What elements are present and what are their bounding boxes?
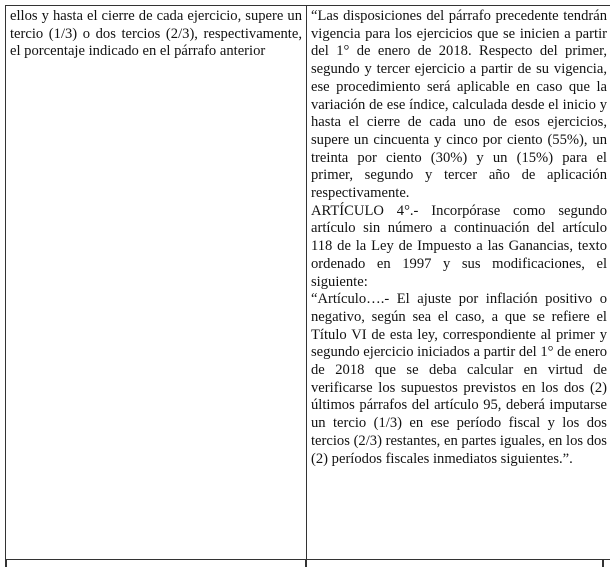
left-column-cell: [6, 6, 307, 560]
table-row: [6, 6, 610, 560]
document-table: [5, 5, 610, 560]
left-column-text: ellos y hasta el cierre de cada ejercicio, supere un tercio (1/3) o dos tercios (2/3), respectivamente, el porcentaje indicado en el párrafo anterior: [10, 8, 302, 60]
right-paragraph-article-text: “Artículo….- El ajuste por inflación positivo o negativo, según sea el caso, a que se refiere el Título VI de esta ley, correspondiente al primer y segundo ejercicio iniciados a partir del 1° de enero de 2018 que se deba calcular en virtud de verificarse los supuestos previstos en los dos (2) últimos párrafos del artículo 95, deberá imputarse un tercio (1/3) en ese período fiscal y los dos tercios (2/3) restantes, en partes iguales, en los dos (2) períodos fiscales inmediatos siguientes.”.: [311, 291, 607, 467]
right-paragraph-1: “Las disposiciones del párrafo precedente tendrán vigencia para los ejercicios que se inicien a partir del 1° de enero de 2018. Respecto del primer, segundo y tercer ejercicio a partir de su vigencia, ese procedimiento será aplicable en caso que la variación de ese índice, calculada desde el inicio y hasta el cierre de cada uno de esos ejercicios, supere un cincuenta y cinco por ciento (55%), un treinta por ciento (30%) y un (15%) para el primer, segundo y tercer año de aplicación respectivamente.: [311, 8, 607, 202]
table-border-tick-right: [602, 559, 604, 567]
right-paragraph-article-4: ARTÍCULO 4°.- Incorpórase como segundo artículo sin número a continuación del artículo 118 de la Ley de Impuesto a las Ganancias, texto ordenado en 1997 y sus modificaciones, el siguiente:: [311, 202, 607, 290]
right-column-cell: [307, 6, 610, 560]
table-border-tick-left: [5, 559, 7, 567]
table-border-tick-middle: [305, 559, 307, 567]
